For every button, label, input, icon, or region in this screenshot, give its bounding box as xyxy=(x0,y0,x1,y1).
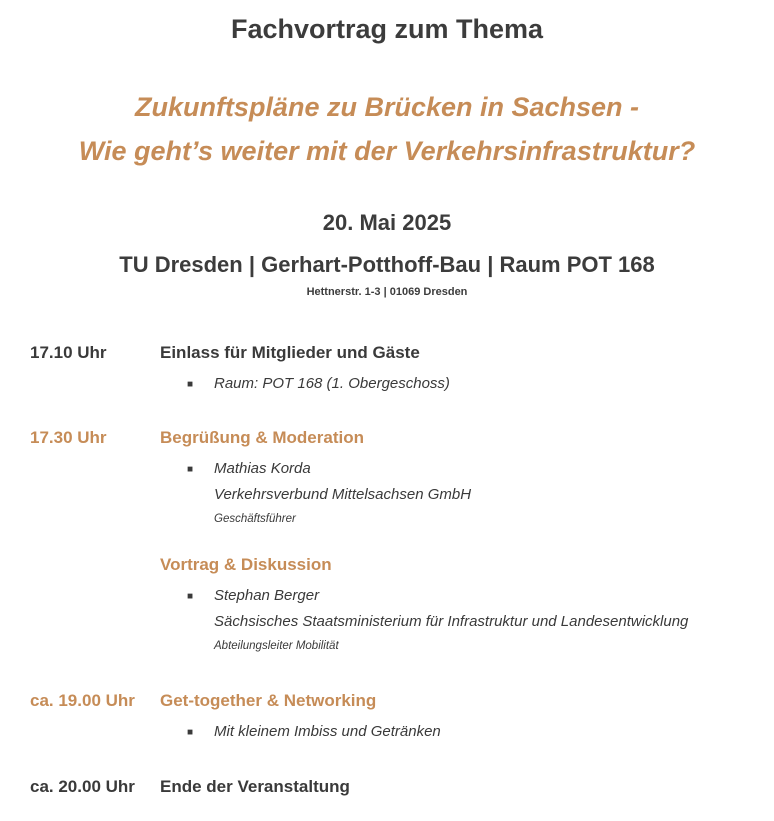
topic-title-line-2: Wie geht’s weiter mit der Verkehrsinfrastruktur? xyxy=(78,136,696,166)
event-address: Hettnerstr. 1-3 | 01069 Dresden xyxy=(306,286,468,298)
bullet-icon: ■ xyxy=(187,464,194,475)
page-heading: Fachvortrag zum Thema xyxy=(230,14,544,44)
speaker-organization: Verkehrsverbund Mittelsachsen GmbH xyxy=(214,486,472,503)
bullet-icon: ■ xyxy=(187,591,194,602)
event-date: 20. Mai 2025 xyxy=(322,210,452,235)
agenda-title: Ende der Veranstaltung xyxy=(160,777,350,796)
agenda-title: Einlass für Mitglieder und Gäste xyxy=(160,343,420,362)
speaker-name: Stephan Berger xyxy=(214,587,320,604)
agenda-detail: Raum: POT 168 (1. Obergeschoss) xyxy=(214,375,450,392)
bullet-icon: ■ xyxy=(187,379,194,390)
speaker-organization: Sächsisches Staatsministerium für Infrastruktur und Landesentwicklung xyxy=(214,613,689,630)
topic-title-line-1: Zukunftspläne zu Brücken in Sachsen - xyxy=(134,92,640,122)
speaker-role: Geschäftsführer xyxy=(214,513,296,525)
agenda-title: Begrüßung & Moderation xyxy=(160,428,364,447)
agenda-time: 17.10 Uhr xyxy=(30,343,107,362)
agenda-detail: Mit kleinem Imbiss und Getränken xyxy=(214,723,441,740)
agenda-time: ca. 20.00 Uhr xyxy=(30,777,135,796)
bullet-icon: ■ xyxy=(187,727,194,738)
agenda-title: Get-together & Networking xyxy=(160,691,377,710)
agenda-time: ca. 19.00 Uhr xyxy=(30,691,135,710)
agenda-time: 17.30 Uhr xyxy=(30,428,107,447)
speaker-role: Abteilungsleiter Mobilität xyxy=(214,640,339,652)
speaker-name: Mathias Korda xyxy=(214,460,311,477)
event-venue: TU Dresden | Gerhart-Potthoff-Bau | Raum POT 168 xyxy=(119,252,655,277)
agenda-title: Vortrag & Diskussion xyxy=(160,555,332,574)
